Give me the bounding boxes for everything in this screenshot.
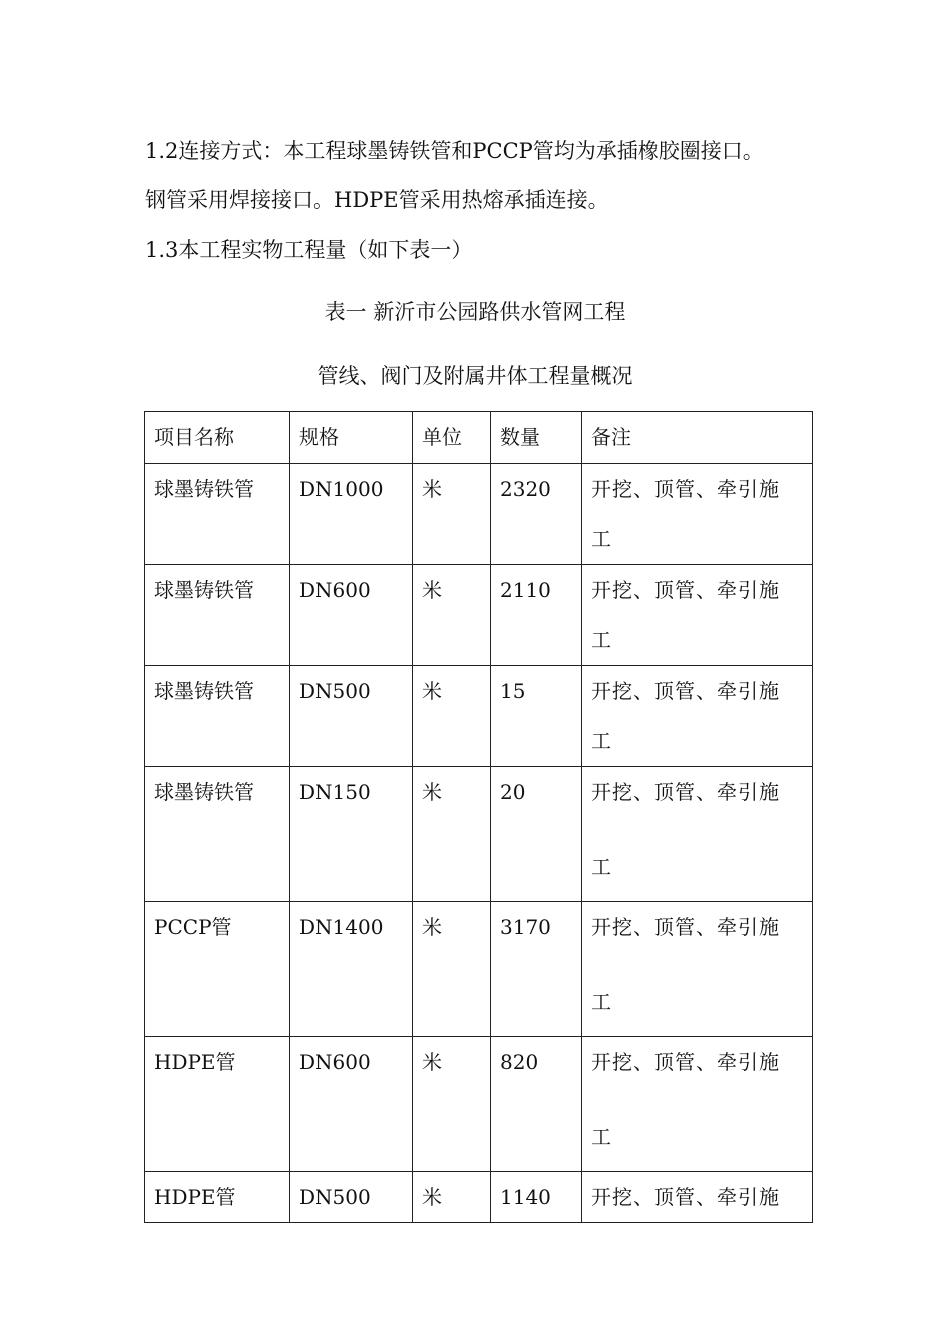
table-row (145, 464, 813, 565)
quantities-table (144, 411, 813, 1223)
header-quantity: 数量 (491, 412, 582, 464)
cell-unit: 米 (413, 1037, 491, 1172)
table-caption-subtitle: 管线、阀门及附属井体工程量概况 (317, 364, 633, 388)
cell-spec: DN600 (290, 565, 413, 666)
table-header-row (145, 412, 813, 464)
table-row (145, 1037, 813, 1172)
cell-spec: DN1000 (290, 464, 413, 565)
cell-item-name: 球墨铸铁管 (145, 464, 290, 565)
cell-remarks: 开挖、顶管、牵引施 工 (582, 464, 813, 565)
header-remarks: 备注 (582, 412, 813, 464)
cell-item-name: 球墨铸铁管 (145, 666, 290, 767)
cell-quantity: 20 (491, 767, 582, 902)
cell-quantity: 1140 (491, 1172, 582, 1223)
paragraph-steel-hdpe-joints: 钢管采用焊接接口。HDPE管采用热熔承插连接。 (145, 188, 609, 212)
cell-unit: 米 (413, 666, 491, 767)
cell-item-name: 球墨铸铁管 (145, 565, 290, 666)
table-row (145, 767, 813, 902)
cell-quantity: 15 (491, 666, 582, 767)
cell-spec: DN500 (290, 1172, 413, 1223)
cell-unit: 米 (413, 464, 491, 565)
cell-quantity: 820 (491, 1037, 582, 1172)
cell-item-name: PCCP管 (145, 902, 290, 1037)
header-item-name: 项目名称 (145, 412, 290, 464)
table-row (145, 1172, 813, 1223)
header-unit: 单位 (413, 412, 491, 464)
cell-remarks: 开挖、顶管、牵引施 (582, 1172, 813, 1223)
cell-remarks: 开挖、顶管、牵引施 工 (582, 565, 813, 666)
cell-spec: DN600 (290, 1037, 413, 1172)
cell-unit: 米 (413, 902, 491, 1037)
cell-remarks: 开挖、顶管、牵引施 工 (582, 767, 813, 902)
cell-remarks: 开挖、顶管、牵引施 工 (582, 1037, 813, 1172)
cell-unit: 米 (413, 565, 491, 666)
cell-remarks: 开挖、顶管、牵引施 工 (582, 902, 813, 1037)
paragraph-connection-method: 1.2连接方式：本工程球墨铸铁管和PCCP管均为承插橡胶圈接口。 (145, 139, 764, 163)
header-spec: 规格 (290, 412, 413, 464)
table-row (145, 666, 813, 767)
cell-quantity: 2110 (491, 565, 582, 666)
table-row (145, 565, 813, 666)
cell-remarks: 开挖、顶管、牵引施 工 (582, 666, 813, 767)
cell-quantity: 3170 (491, 902, 582, 1037)
cell-quantity: 2320 (491, 464, 582, 565)
table-caption-title: 表一 新沂市公园路供水管网工程 (324, 300, 626, 324)
cell-spec: DN500 (290, 666, 413, 767)
paragraph-quantities-intro: 1.3本工程实物工程量（如下表一） (145, 238, 473, 262)
cell-item-name: HDPE管 (145, 1037, 290, 1172)
cell-item-name: HDPE管 (145, 1172, 290, 1223)
cell-unit: 米 (413, 767, 491, 902)
cell-unit: 米 (413, 1172, 491, 1223)
cell-item-name: 球墨铸铁管 (145, 767, 290, 902)
table-row (145, 902, 813, 1037)
cell-spec: DN150 (290, 767, 413, 902)
cell-spec: DN1400 (290, 902, 413, 1037)
